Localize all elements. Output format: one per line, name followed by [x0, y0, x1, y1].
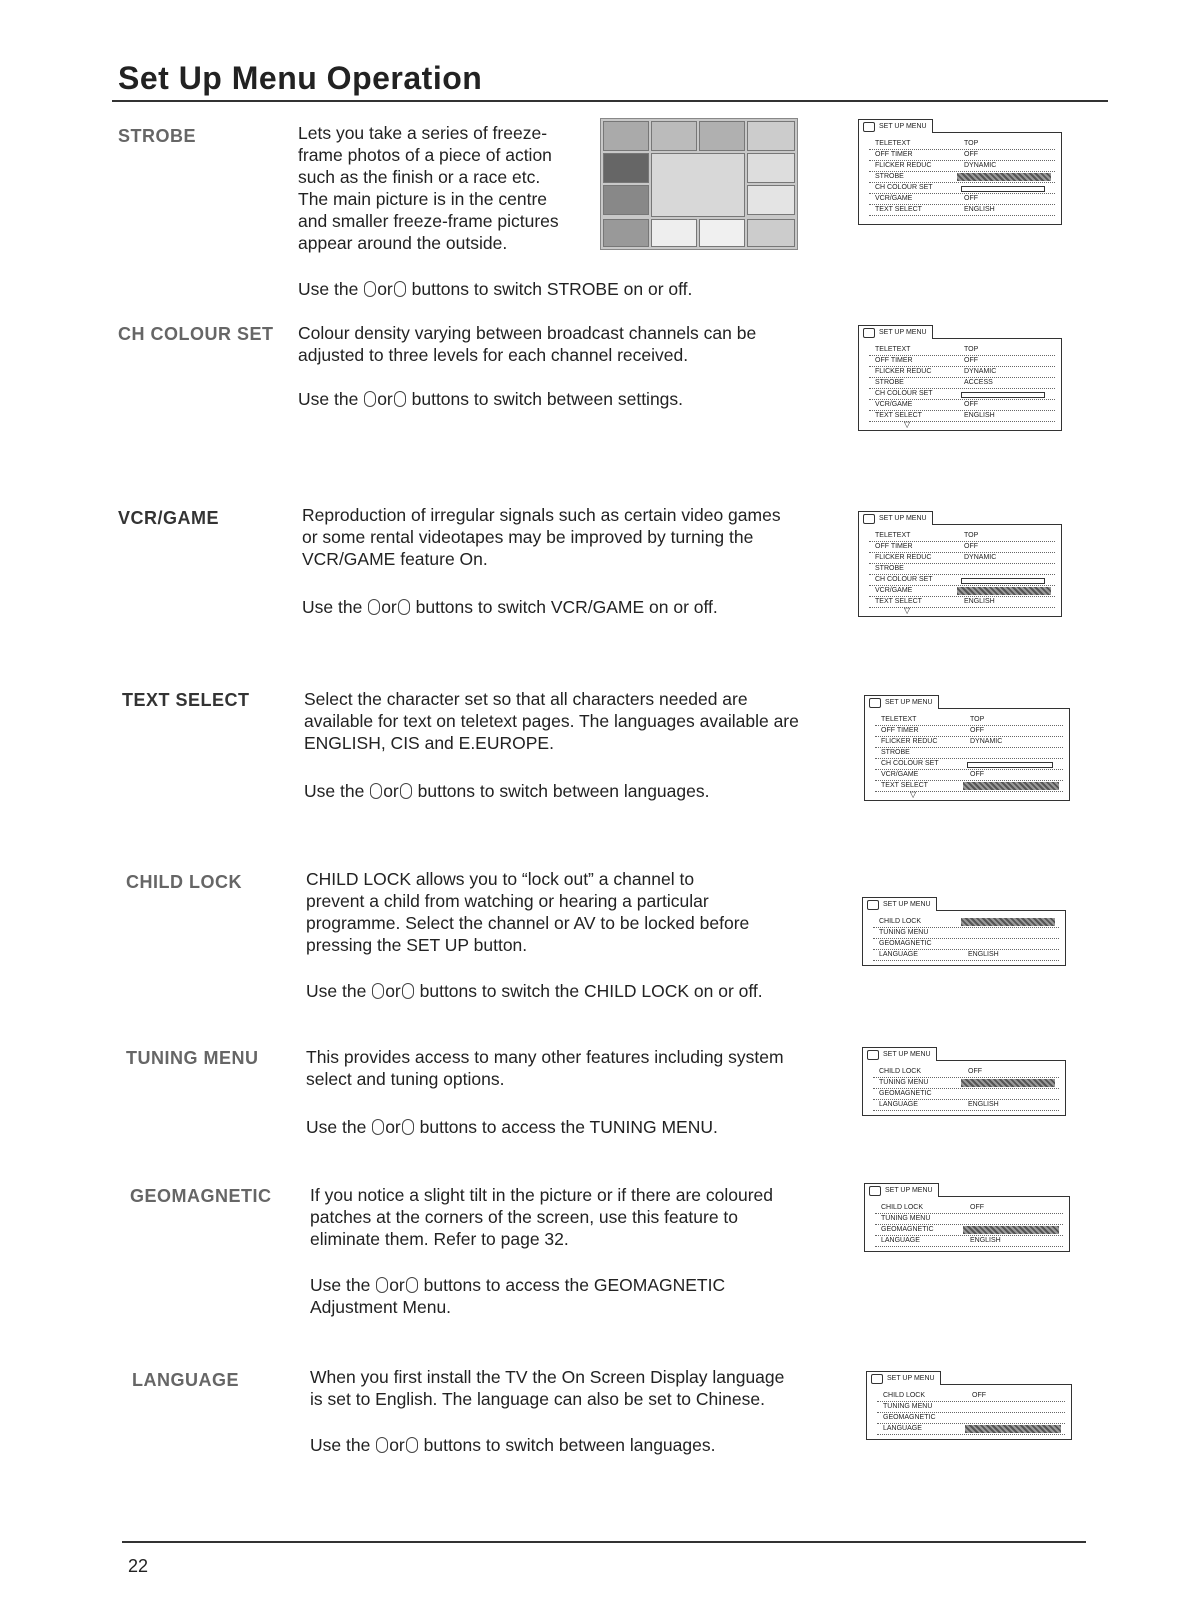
text-line: or some rental videotapes may be improved by turning the	[302, 527, 754, 547]
thumbnail	[603, 219, 649, 247]
text-line: prevent a child from watching or hearing a particular	[306, 891, 709, 911]
setup-menu-diagram	[858, 515, 1062, 617]
menu-row-selected	[869, 389, 1055, 400]
highlight-bar	[961, 1079, 1055, 1087]
menu-header	[858, 511, 933, 525]
thumbnail	[603, 153, 649, 183]
menu-key: TEXT SELECT	[875, 598, 922, 605]
menu-value: ENGLISH	[964, 598, 995, 605]
usage-post: buttons to switch VCR/GAME on or off.	[410, 597, 718, 617]
menu-key: CHILD LOCK	[879, 918, 922, 925]
usage-post: buttons to switch the CHILD LOCK on or off.	[414, 981, 763, 1001]
menu-value: TOP	[970, 716, 985, 723]
menu-key: TELETEXT	[875, 346, 911, 353]
section-label: VCR/GAME	[118, 508, 220, 528]
menu-key: FLICKER REDUC	[875, 368, 932, 375]
highlight-bar	[963, 782, 1059, 790]
section-description	[310, 1184, 850, 1250]
menu-title: SET UP MENU	[885, 1187, 933, 1194]
menu-row	[869, 205, 1055, 216]
section-label: TUNING MENU	[126, 1048, 259, 1068]
level-bar	[961, 578, 1045, 584]
menu-key: CHILD LOCK	[879, 1068, 922, 1075]
menu-header	[862, 1047, 937, 1061]
menu-row	[873, 939, 1059, 950]
tv-icon	[867, 900, 879, 910]
down-button-icon	[406, 1437, 418, 1453]
up-button-icon	[364, 281, 376, 297]
menu-row	[875, 748, 1063, 759]
text-line: adjusted to three levels for each channel received.	[298, 345, 689, 365]
setup-menu-diagram	[862, 1051, 1066, 1116]
down-button-icon	[400, 783, 412, 799]
down-button-icon	[406, 1277, 418, 1293]
section-description	[304, 688, 856, 754]
menu-key: GEOMAGNETIC	[883, 1414, 936, 1421]
up-button-icon	[372, 1119, 384, 1135]
section-description	[306, 1046, 846, 1090]
section-label: CHILD LOCK	[126, 872, 242, 892]
text-line: appear around the outside.	[298, 233, 508, 253]
tv-icon	[869, 1186, 881, 1196]
menu-value: TOP	[964, 140, 979, 147]
thumbnail	[603, 185, 649, 215]
usage-post: buttons to access the GEOMAGNETIC	[418, 1275, 726, 1295]
usage-instruction	[298, 278, 858, 300]
tv-icon	[863, 122, 875, 132]
thumbnail	[747, 185, 795, 215]
menu-row-selected	[873, 1078, 1059, 1089]
menu-key: VCR/GAME	[875, 587, 913, 594]
menu-row	[875, 726, 1063, 737]
menu-value: OFF	[970, 727, 984, 734]
menu-row	[875, 1203, 1063, 1214]
menu-title: SET UP MENU	[883, 1051, 931, 1058]
menu-value: OFF	[972, 1392, 986, 1399]
menu-key: LANGUAGE	[883, 1425, 922, 1432]
down-button-icon	[394, 281, 406, 297]
usage-instruction	[306, 1116, 846, 1138]
menu-value: DYNAMIC	[964, 368, 997, 375]
usage-instruction	[306, 980, 858, 1002]
menu-key: TEXT SELECT	[875, 412, 922, 419]
menu-value: ENGLISH	[964, 206, 995, 213]
menu-row	[869, 564, 1055, 575]
usage-pre: Use the	[310, 1435, 376, 1455]
text-line: patches at the corners of the screen, use this feature to	[310, 1207, 739, 1227]
menu-row	[873, 950, 1059, 961]
usage-or: or	[385, 1117, 401, 1137]
menu-row-selected	[869, 586, 1055, 597]
usage-pre: Use the	[304, 781, 370, 801]
level-bar	[961, 392, 1045, 398]
page-title: Set Up Menu Operation	[118, 60, 483, 96]
tv-icon	[869, 698, 881, 708]
highlight-bar	[965, 1425, 1061, 1433]
menu-value: OFF	[970, 771, 984, 778]
thumbnail	[747, 121, 795, 151]
menu-value: DYNAMIC	[964, 162, 997, 169]
menu-footer	[859, 608, 1061, 616]
usage-post: buttons to access the TUNING MENU.	[414, 1117, 718, 1137]
menu-key: OFF TIMER	[875, 543, 913, 550]
menu-footer	[865, 792, 1069, 800]
menu-value: OFF	[964, 195, 978, 202]
menu-title: SET UP MENU	[879, 329, 927, 336]
menu-row	[877, 1402, 1065, 1413]
menu-row	[875, 715, 1063, 726]
menu-row	[869, 531, 1055, 542]
menu-row	[869, 411, 1055, 422]
menu-title: SET UP MENU	[887, 1375, 935, 1382]
menu-key: OFF TIMER	[875, 357, 913, 364]
text-line: Reproduction of irregular signals such as certain video games	[302, 505, 781, 525]
menu-value: ENGLISH	[970, 1237, 1001, 1244]
section-description	[306, 868, 846, 956]
menu-row	[869, 367, 1055, 378]
menu-key: GEOMAGNETIC	[879, 1090, 932, 1097]
menu-key: TUNING MENU	[881, 1215, 931, 1222]
menu-value: ENGLISH	[968, 1101, 999, 1108]
main-picture	[651, 153, 745, 217]
down-button-icon	[402, 983, 414, 999]
usage-or: or	[389, 1435, 405, 1455]
menu-row	[875, 737, 1063, 748]
usage-pre: Use the	[298, 279, 364, 299]
menu-header	[862, 897, 937, 911]
menu-row	[869, 378, 1055, 389]
menu-key: OFF TIMER	[875, 151, 913, 158]
section-label: STROBE	[118, 126, 197, 146]
menu-key: CH COLOUR SET	[881, 760, 939, 767]
menu-key: TUNING MENU	[879, 929, 929, 936]
menu-row	[877, 1413, 1065, 1424]
section-label: TEXT SELECT	[122, 690, 250, 710]
menu-key: TELETEXT	[881, 716, 917, 723]
menu-key: TEXT SELECT	[881, 782, 928, 789]
down-button-icon	[398, 599, 410, 615]
menu-key: GEOMAGNETIC	[879, 940, 932, 947]
menu-header	[866, 1371, 941, 1385]
menu-row	[873, 1100, 1059, 1111]
menu-row	[869, 345, 1055, 356]
usage-or: or	[377, 389, 393, 409]
footer-rule	[122, 1541, 1086, 1543]
menu-key: STROBE	[875, 173, 904, 180]
menu-value: ENGLISH	[968, 951, 999, 958]
usage-pre: Use the	[298, 389, 364, 409]
menu-row-selected	[869, 172, 1055, 183]
menu-key: VCR/GAME	[875, 195, 913, 202]
menu-row	[875, 1236, 1063, 1247]
usage-post: buttons to switch between settings.	[406, 389, 684, 409]
menu-key: TELETEXT	[875, 532, 911, 539]
usage-or: or	[383, 781, 399, 801]
thumbnail	[747, 219, 795, 247]
text-line: pressing the SET UP button.	[306, 935, 528, 955]
usage-pre: Use the	[306, 1117, 372, 1137]
section-description	[298, 322, 838, 366]
tv-icon	[871, 1374, 883, 1384]
usage-pre: Use the	[306, 981, 372, 1001]
menu-row-selected	[875, 1225, 1063, 1236]
usage-or: or	[381, 597, 397, 617]
tv-icon	[863, 514, 875, 524]
section-description	[298, 122, 588, 254]
menu-header	[864, 1183, 939, 1197]
usage-pre: Use the	[310, 1275, 376, 1295]
up-button-icon	[372, 983, 384, 999]
scroll-down-icon: ▽	[904, 420, 911, 429]
menu-key: LANGUAGE	[881, 1237, 920, 1244]
menu-row	[873, 1067, 1059, 1078]
menu-row-selected	[877, 1424, 1065, 1435]
level-bar	[961, 186, 1045, 192]
menu-value: OFF	[964, 357, 978, 364]
menu-row	[869, 194, 1055, 205]
menu-value: TOP	[964, 532, 979, 539]
menu-title: SET UP MENU	[885, 699, 933, 706]
text-line: CHILD LOCK allows you to “lock out” a channel to	[306, 869, 695, 889]
menu-key: TUNING MENU	[879, 1079, 929, 1086]
menu-row	[875, 759, 1063, 770]
menu-footer	[859, 422, 1061, 430]
menu-key: FLICKER REDUC	[875, 162, 932, 169]
up-button-icon	[364, 391, 376, 407]
menu-key: CH COLOUR SET	[875, 184, 933, 191]
menu-key: STROBE	[881, 749, 910, 756]
text-line: When you first install the TV the On Screen Display language	[310, 1367, 785, 1387]
setup-menu-diagram	[858, 329, 1062, 431]
menu-key: LANGUAGE	[879, 1101, 918, 1108]
up-button-icon	[368, 599, 380, 615]
setup-menu-diagram	[866, 1375, 1072, 1440]
text-line: VCR/GAME feature On.	[302, 549, 488, 569]
thumbnail	[747, 153, 795, 183]
usage-instruction	[310, 1274, 850, 1318]
menu-row	[873, 928, 1059, 939]
usage-instruction	[304, 780, 856, 802]
text-line: ENGLISH, CIS and E.EUROPE.	[304, 733, 554, 753]
menu-header	[858, 119, 933, 133]
text-line: The main picture is in the centre	[298, 189, 548, 209]
section-label: LANGUAGE	[132, 1370, 239, 1390]
menu-row	[869, 139, 1055, 150]
usage-line-2: Adjustment Menu.	[310, 1297, 452, 1317]
menu-row-selected	[873, 917, 1059, 928]
usage-post: buttons to switch between languages.	[418, 1435, 716, 1455]
menu-row	[869, 356, 1055, 367]
section-label: GEOMAGNETIC	[130, 1186, 272, 1206]
menu-key: CH COLOUR SET	[875, 390, 933, 397]
menu-key: LANGUAGE	[879, 951, 918, 958]
thumbnail	[603, 121, 649, 151]
highlight-bar	[957, 173, 1051, 181]
menu-row	[869, 150, 1055, 161]
menu-key: TEXT SELECT	[875, 206, 922, 213]
usage-line	[310, 1274, 850, 1296]
menu-row	[869, 553, 1055, 564]
setup-menu-diagram	[858, 123, 1062, 225]
text-line: available for text on teletext pages. The languages available are	[304, 711, 799, 731]
menu-title: SET UP MENU	[879, 515, 927, 522]
thumbnail	[651, 121, 697, 151]
section-description	[310, 1366, 850, 1410]
usage-instruction	[302, 596, 852, 618]
highlight-bar	[957, 587, 1051, 595]
menu-key: CHILD LOCK	[881, 1204, 924, 1211]
menu-row	[875, 770, 1063, 781]
menu-value: ENGLISH	[964, 412, 995, 419]
title-rule	[112, 100, 1108, 102]
menu-footer	[859, 216, 1061, 224]
text-line: is set to English. The language can also be set to Chinese.	[310, 1389, 765, 1409]
text-line: If you notice a slight tilt in the picture or if there are coloured	[310, 1185, 774, 1205]
usage-post: buttons to switch STROBE on or off.	[406, 279, 693, 299]
menu-value: OFF	[964, 151, 978, 158]
text-line: This provides access to many other features including system	[306, 1047, 784, 1067]
menu-key: OFF TIMER	[881, 727, 919, 734]
scroll-down-icon: ▽	[904, 606, 911, 615]
menu-row	[877, 1391, 1065, 1402]
section-description	[302, 504, 852, 570]
menu-header	[858, 325, 933, 339]
up-button-icon	[376, 1277, 388, 1293]
usage-or: or	[389, 1275, 405, 1295]
tv-icon	[863, 328, 875, 338]
menu-key: TUNING MENU	[883, 1403, 933, 1410]
menu-header	[864, 695, 939, 709]
scroll-down-icon: ▽	[910, 790, 917, 799]
usage-instruction	[298, 388, 838, 410]
thumbnail	[699, 121, 745, 151]
level-bar	[967, 762, 1053, 768]
thumbnail	[699, 219, 745, 247]
down-button-icon	[394, 391, 406, 407]
text-line: Colour density varying between broadcast channels can be	[298, 323, 757, 343]
menu-row	[869, 161, 1055, 172]
menu-value: ACCESS	[964, 379, 993, 386]
setup-menu-diagram	[864, 699, 1070, 801]
highlight-bar	[963, 1226, 1059, 1234]
menu-row	[869, 183, 1055, 194]
menu-row	[869, 597, 1055, 608]
up-button-icon	[370, 783, 382, 799]
menu-row-selected	[875, 781, 1063, 792]
text-line: frame photos of a piece of action	[298, 145, 552, 165]
menu-value: DYNAMIC	[970, 738, 1003, 745]
usage-post: buttons to switch between languages.	[412, 781, 710, 801]
tv-icon	[867, 1050, 879, 1060]
menu-key: CHILD LOCK	[883, 1392, 926, 1399]
section-label: CH COLOUR SET	[118, 324, 274, 344]
usage-or: or	[385, 981, 401, 1001]
menu-value: OFF	[970, 1204, 984, 1211]
text-line: such as the finish or a race etc.	[298, 167, 541, 187]
usage-instruction	[310, 1434, 850, 1456]
menu-key: FLICKER REDUC	[875, 554, 932, 561]
thumbnail	[651, 219, 697, 247]
menu-value: TOP	[964, 346, 979, 353]
menu-key: STROBE	[875, 565, 904, 572]
menu-key: STROBE	[875, 379, 904, 386]
down-button-icon	[402, 1119, 414, 1135]
setup-menu-diagram	[864, 1187, 1070, 1252]
menu-key: VCR/GAME	[875, 401, 913, 408]
menu-row	[869, 542, 1055, 553]
menu-key: CH COLOUR SET	[875, 576, 933, 583]
menu-value: DYNAMIC	[964, 554, 997, 561]
text-line: eliminate them. Refer to page 32.	[310, 1229, 569, 1249]
highlight-bar	[961, 918, 1055, 926]
menu-title: SET UP MENU	[879, 123, 927, 130]
menu-value: OFF	[964, 543, 978, 550]
text-line: programme. Select the channel or AV to be locked before	[306, 913, 750, 933]
text-line: Select the character set so that all characters needed are	[304, 689, 748, 709]
menu-row	[873, 1089, 1059, 1100]
up-button-icon	[376, 1437, 388, 1453]
menu-key: TELETEXT	[875, 140, 911, 147]
menu-key: FLICKER REDUC	[881, 738, 938, 745]
text-line: and smaller freeze-frame pictures	[298, 211, 559, 231]
page-number: 22	[128, 1556, 149, 1576]
usage-or: or	[377, 279, 393, 299]
setup-menu-diagram	[862, 901, 1066, 966]
menu-value: OFF	[964, 401, 978, 408]
menu-value: OFF	[968, 1068, 982, 1075]
menu-key: GEOMAGNETIC	[881, 1226, 934, 1233]
menu-row	[875, 1214, 1063, 1225]
strobe-picture	[600, 118, 798, 250]
menu-title: SET UP MENU	[883, 901, 931, 908]
text-line: select and tuning options.	[306, 1069, 505, 1089]
menu-row	[869, 400, 1055, 411]
menu-row	[869, 575, 1055, 586]
usage-pre: Use the	[302, 597, 368, 617]
text-line: Lets you take a series of freeze-	[298, 123, 548, 143]
menu-key: VCR/GAME	[881, 771, 919, 778]
